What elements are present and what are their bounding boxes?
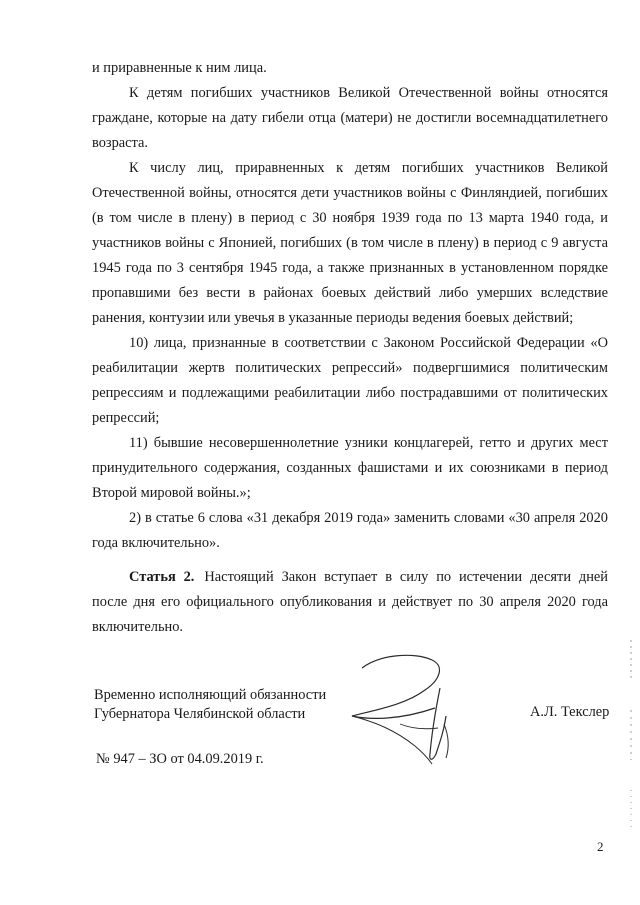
signer-title: [94, 686, 326, 724]
list-item-10: 10) лица, признанные в соответствии с Законом Российской Федерации «О реабилитации жертв политических репрессий» подвергшимися политическим репрессиям и подлежащими реабилитации либо пострадавшими от политических репрессий;: [92, 335, 608, 426]
intro-line: и приравненные к ним лица.: [92, 60, 267, 76]
page-number: 2: [597, 839, 604, 854]
list-item-11: 11) бывшие несовершеннолетние узники концлагерей, гетто и других мест принудительного содержания, созданных фашистами и их союзниками в период Второй мировой войны.»;: [92, 435, 608, 501]
law-number: № 947 – ЗО от 04.09.2019 г.: [96, 751, 264, 767]
handwritten-signature: [340, 650, 470, 770]
scan-edge-marks: [628, 640, 634, 830]
main-text: [92, 56, 608, 556]
article-2: [92, 565, 608, 640]
article-2-label: Статья 2.: [129, 569, 195, 585]
signer-title-line-2: Губернатора Челябинской области: [94, 706, 306, 722]
paragraph-equated-persons: К числу лиц, приравненных к детям погибших участников Великой Отечественной войны, относятся дети участников войны с Финляндией, погибших (в том числе в плену) в период с 30 ноября 1939 года по 13 марта 1940 года, и участников войны с Японией, погибших (в том числе в плену) в период с 9 августа 1945 года по 3 сентября 1945 года, а также признанных в установленном порядке пропавшими без вести в районах боевых действий либо умерших вследствие ранения, контузии или увечья в указанные периоды ведения боевых действий;: [92, 160, 608, 326]
signer-name: А.Л. Текслер: [530, 704, 610, 720]
article-2-text: Настоящий Закон вступает в силу по истечении десяти дней после дня его официального опубликования и действует по 30 апреля 2020 года включительно.: [92, 569, 609, 635]
list-item-2: 2) в статье 6 слова «31 декабря 2019 года» заменить словами «30 апреля 2020 года включительно».: [92, 510, 608, 551]
signer-title-line-1: Временно исполняющий обязанности: [94, 687, 327, 703]
paragraph-children-definition: К детям погибших участников Великой Отечественной войны относятся граждане, которые на дату гибели отца (матери) не достигли восемнадцатилетнего возраста.: [92, 85, 608, 151]
